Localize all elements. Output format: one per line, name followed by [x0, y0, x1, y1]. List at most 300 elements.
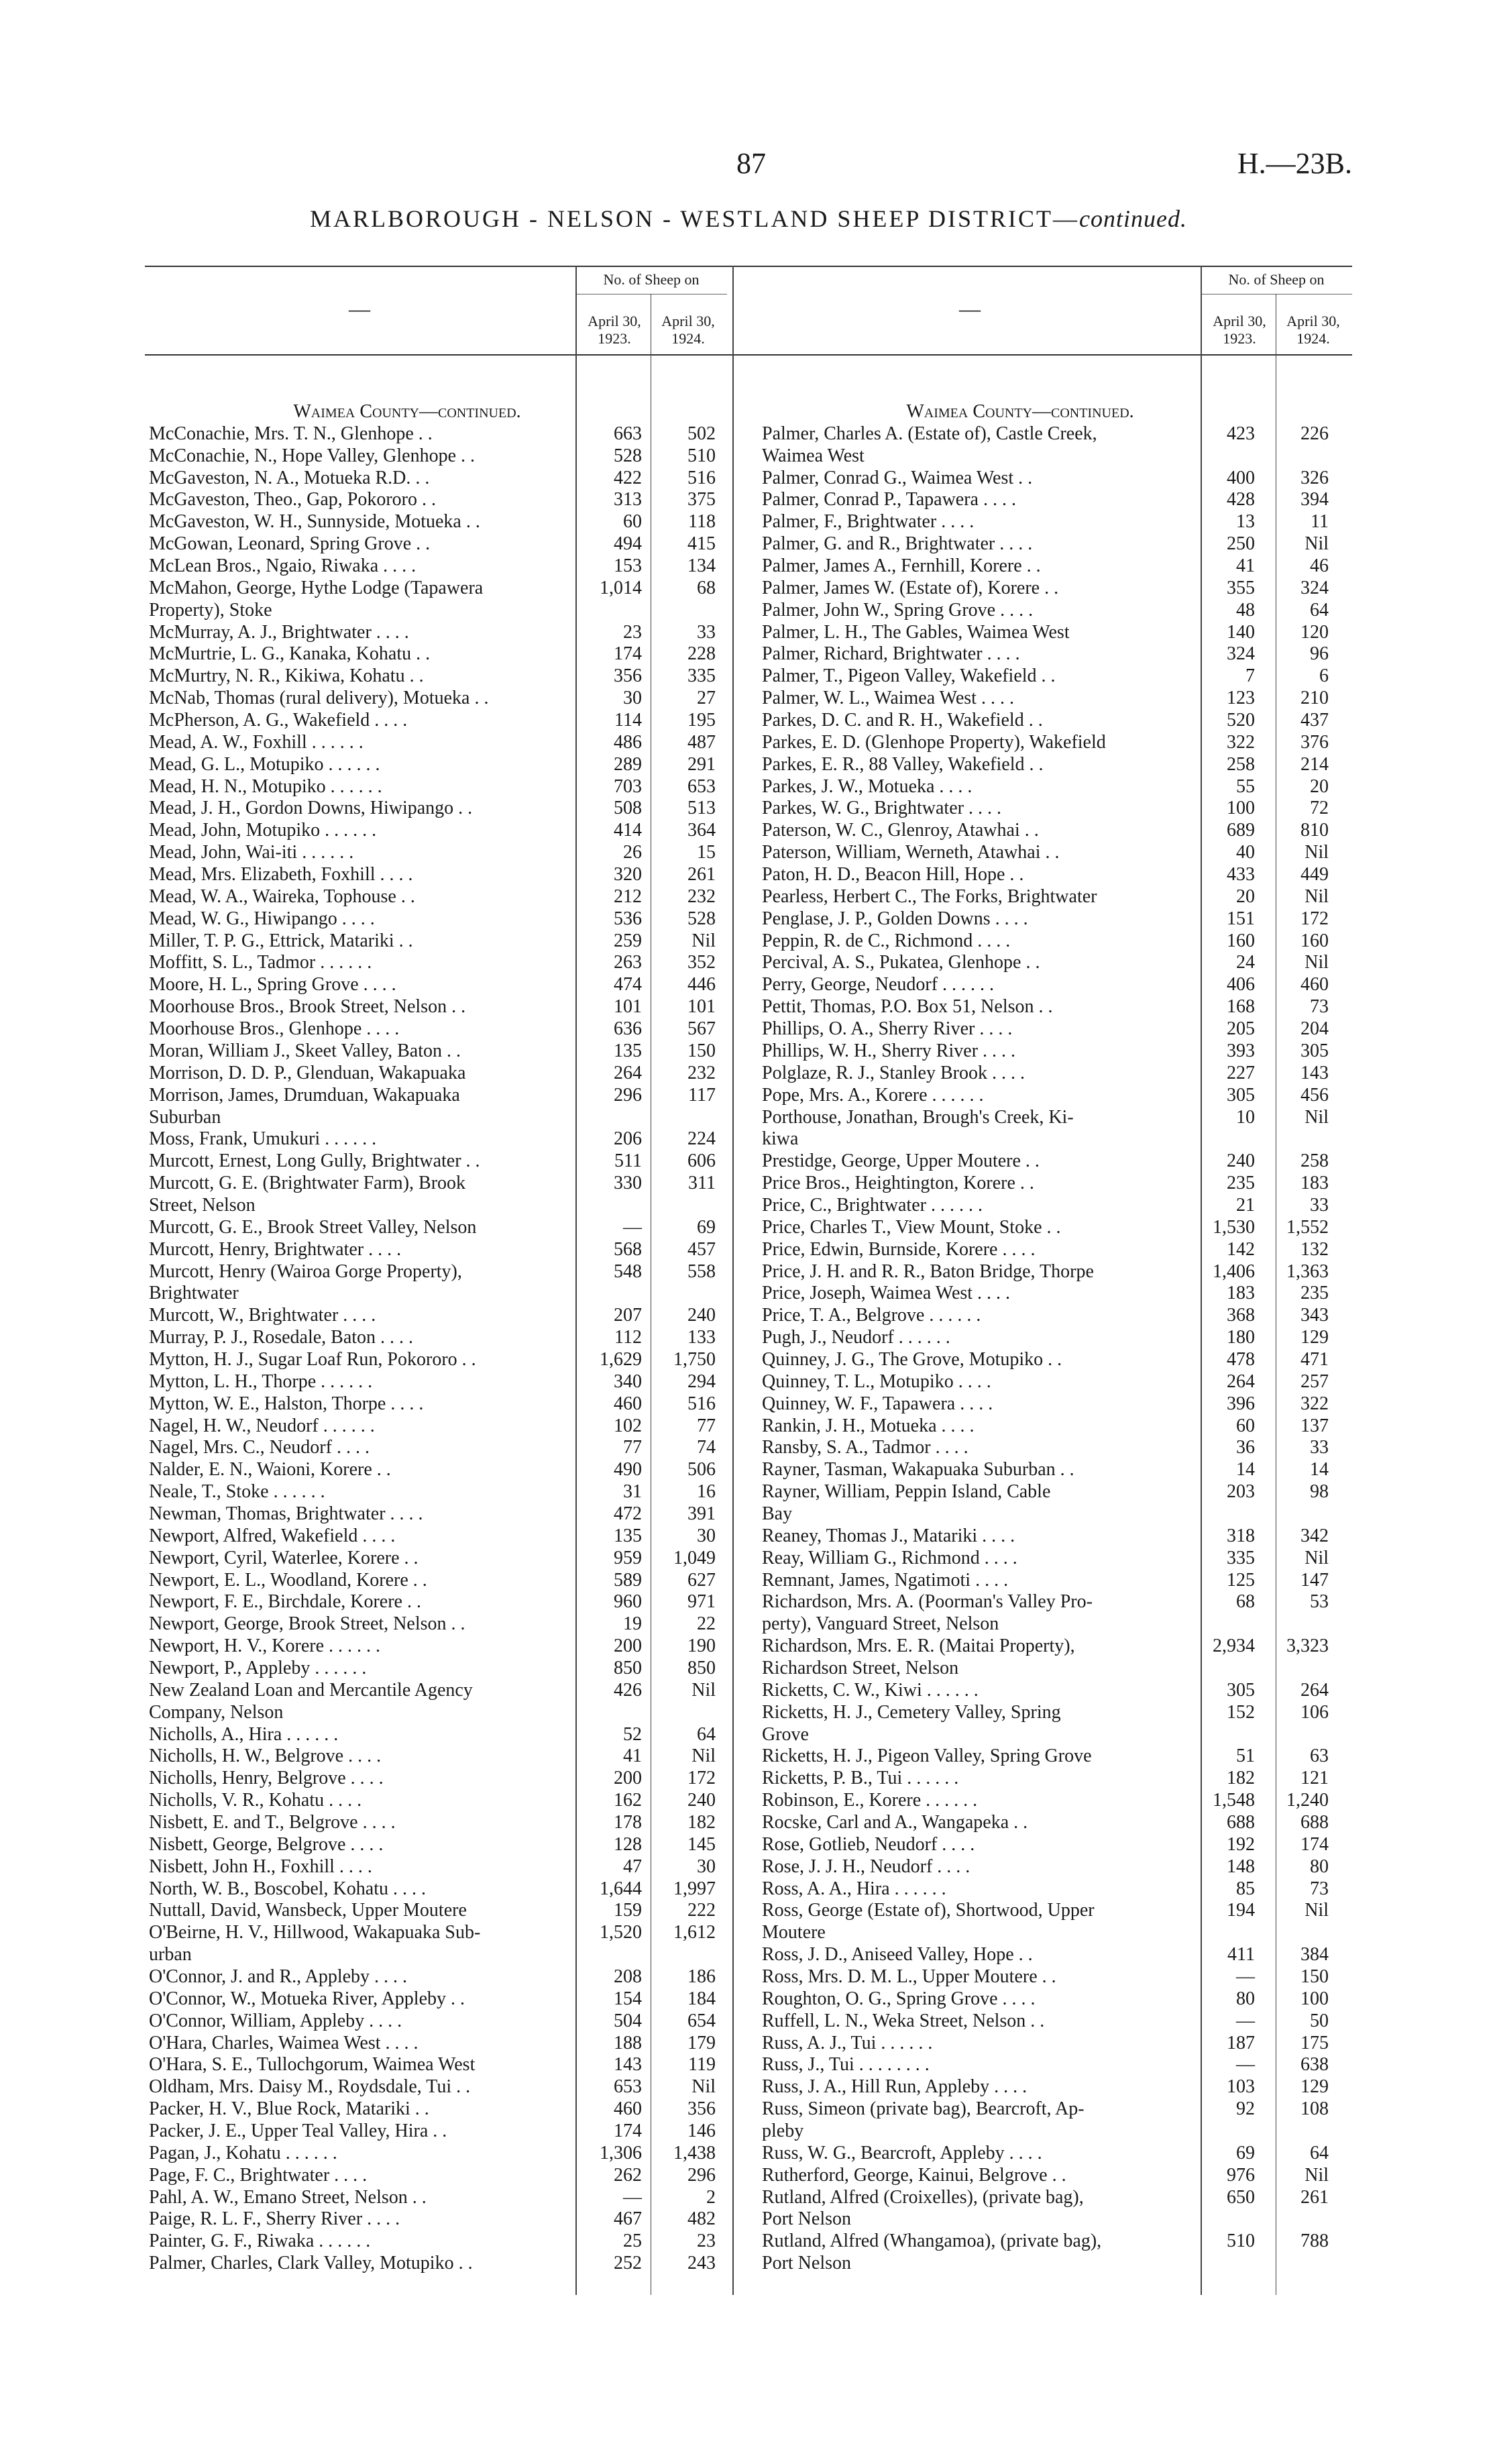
sheep-1924: 160 — [1300, 930, 1329, 951]
owner-name: Price, J. H. and R. R., Baton Bridge, Thorpe — [762, 1261, 1094, 1282]
sheep-1923: 154 — [614, 1988, 642, 2009]
left-col1-header: April 30, 1923. — [588, 313, 641, 347]
owner-name: Waimea West — [762, 445, 865, 466]
owner-name: Prestidge, George, Upper Moutere . . — [762, 1150, 1040, 1172]
sheep-1923: 490 — [614, 1459, 642, 1481]
owner-name: Murcott, G. E. (Brightwater Farm), Brook — [149, 1173, 466, 1194]
sheep-1923: 183 — [1227, 1283, 1255, 1304]
sheep-1923: 51 — [1236, 1746, 1255, 1767]
sheep-1923: 200 — [614, 1636, 642, 1657]
owner-name: Nalder, E. N., Waioni, Korere . . — [149, 1459, 391, 1481]
table-row — [762, 533, 1419, 555]
table-row — [762, 1900, 1419, 1922]
owner-name: Rayner, William, Peppin Island, Cable — [762, 1481, 1051, 1503]
sheep-1923: 478 — [1227, 1348, 1255, 1370]
owner-name: Murcott, G. E., Brook Street Valley, Nelson — [149, 1216, 477, 1238]
sheep-1924: 183 — [1300, 1173, 1329, 1194]
sheep-1924: 311 — [688, 1173, 716, 1194]
title-italic: continued. — [1079, 205, 1187, 232]
sheep-1924: 567 — [687, 1018, 716, 1040]
table-row — [762, 1613, 1419, 1636]
sheep-1924: 137 — [1300, 1415, 1329, 1436]
owner-name: Peppin, R. de C., Richmond . . . . — [762, 930, 1011, 951]
owner-name: Perry, George, Neudorf . . . . . . — [762, 974, 995, 996]
owner-name: Russ, W. G., Bearcroft, Appleby . . . . — [762, 2142, 1042, 2163]
sheep-1924: 322 — [1300, 1393, 1329, 1414]
sheep-1923: 19 — [623, 1613, 642, 1635]
sheep-1923: 589 — [614, 1569, 642, 1591]
sheep-1924: 971 — [687, 1591, 716, 1613]
owner-name: Rankin, J. H., Motueka . . . . — [762, 1415, 975, 1436]
table-row — [149, 1591, 806, 1613]
owner-name: McLean Bros., Ngaio, Riwaka . . . . — [149, 555, 417, 577]
sheep-1923: 423 — [1227, 423, 1255, 444]
table-row — [762, 710, 1419, 732]
sheep-1924: 129 — [1300, 1327, 1329, 1348]
sheep-1924: 119 — [688, 2054, 716, 2076]
table-row — [762, 1768, 1419, 1790]
sheep-1924: 232 — [687, 1062, 716, 1083]
owner-name: Palmer, Charles, Clark Valley, Motupiko . . — [149, 2253, 473, 2274]
sheep-1924: 364 — [687, 820, 716, 841]
table-row — [149, 1988, 806, 2011]
sheep-1924: 118 — [688, 511, 716, 533]
sheep-1923: 102 — [614, 1415, 642, 1436]
owner-name: Robinson, E., Korere . . . . . . — [762, 1790, 978, 1811]
sheep-1923: — — [1236, 2054, 1255, 2076]
table-row — [149, 1636, 806, 1658]
owner-name: Phillips, W. H., Sherry River . . . . — [762, 1040, 1016, 1061]
table-row — [149, 1746, 806, 1768]
owner-name: Nicholls, V. R., Kohatu . . . . — [149, 1790, 362, 1811]
owner-name: Rutland, Alfred (Croixelles), (private bag), — [762, 2186, 1084, 2208]
table-row — [149, 468, 806, 490]
sheep-1924: 53 — [1310, 1591, 1329, 1613]
sheep-1923: 200 — [614, 1768, 642, 1789]
left-column — [149, 401, 806, 2275]
sheep-1923: 60 — [623, 511, 642, 533]
owner-name: McConachie, N., Hope Valley, Glenhope . . — [149, 445, 475, 466]
table-row — [149, 2165, 806, 2187]
table-row — [762, 1393, 1419, 1415]
sheep-1924: Nil — [691, 1746, 716, 1767]
owner-name: Ricketts, P. B., Tui . . . . . . — [762, 1768, 959, 1789]
owner-name: Nicholls, A., Hira . . . . . . — [149, 1723, 339, 1745]
sheep-1923: 263 — [614, 952, 642, 973]
sheep-1923: 10 — [1236, 1106, 1255, 1128]
owner-name: Pahl, A. W., Emano Street, Nelson . . — [149, 2186, 427, 2208]
sheep-1923: — — [623, 1216, 642, 1238]
table-row — [149, 1768, 806, 1790]
sheep-1924: Nil — [1305, 886, 1329, 907]
owner-name: Parkes, J. W., Motueka . . . . — [762, 775, 973, 797]
table-row — [762, 820, 1419, 842]
sheep-1923: 689 — [1227, 820, 1255, 841]
sheep-1923: 474 — [614, 974, 642, 996]
sheep-1924: 850 — [687, 1657, 716, 1678]
sheep-1924: 456 — [1300, 1084, 1329, 1106]
sheep-1924: 33 — [1310, 1194, 1329, 1216]
sheep-1923: 504 — [614, 2010, 642, 2031]
sheep-1923: 36 — [1236, 1437, 1255, 1458]
owner-name: Murray, P. J., Rosedale, Baton . . . . — [149, 1327, 414, 1348]
owner-name: Pugh, J., Neudorf . . . . . . — [762, 1327, 950, 1348]
table-row — [762, 2253, 1419, 2275]
sheep-1924: 391 — [687, 1503, 716, 1524]
sheep-1923: 422 — [614, 467, 642, 488]
owner-name: Ross, Mrs. D. M. L., Upper Moutere . . — [762, 1966, 1056, 1988]
sheep-1923: 240 — [1227, 1150, 1255, 1172]
sheep-1924: 1,049 — [673, 1547, 716, 1568]
sheep-1923: 1,530 — [1213, 1216, 1255, 1238]
sheep-1923: 194 — [1227, 1900, 1255, 1921]
table-row — [762, 1195, 1419, 1217]
owner-name: Suburban — [149, 1106, 221, 1128]
owner-name: Newport, Alfred, Wakefield . . . . — [149, 1525, 396, 1546]
sheep-1924: 72 — [1310, 798, 1329, 819]
table-row — [762, 1944, 1419, 1966]
sheep-1924: 150 — [687, 1040, 716, 1061]
sheep-1924: 638 — [1300, 2054, 1329, 2076]
sheep-1924: 510 — [687, 445, 716, 466]
sheep-1923: 486 — [614, 731, 642, 753]
sheep-1924: Nil — [691, 930, 716, 951]
sheep-1923: 103 — [1227, 2076, 1255, 2098]
owner-name: Newport, George, Brook Street, Nelson . . — [149, 1613, 465, 1635]
sheep-1924: 261 — [1300, 2186, 1329, 2208]
sheep-1923: 494 — [614, 533, 642, 555]
owner-name: Russ, J. A., Hill Run, Appleby . . . . — [762, 2076, 1028, 2098]
owner-name: Packer, J. E., Upper Teal Valley, Hira . . — [149, 2121, 447, 2142]
table-row — [762, 1702, 1419, 1724]
owner-name: O'Connor, William, Appleby . . . . — [149, 2010, 402, 2031]
owner-name: Newport, H. V., Korere . . . . . . — [149, 1636, 381, 1657]
table-row — [762, 1812, 1419, 1834]
sheep-1923: 40 — [1236, 842, 1255, 863]
page-number: 87 — [736, 147, 766, 180]
table-row — [149, 2033, 806, 2055]
table-row — [149, 1702, 806, 1724]
table-row — [149, 1856, 806, 1878]
sheep-1924: Nil — [1305, 952, 1329, 973]
sheep-1923: 663 — [614, 423, 642, 444]
table-row — [762, 1481, 1419, 1503]
table-row — [762, 2076, 1419, 2098]
right-col2-header: April 30, 1924. — [1286, 313, 1340, 347]
table-row — [149, 1922, 806, 1944]
sheep-1924: 63 — [1310, 1746, 1329, 1767]
sheep-1923: 296 — [614, 1084, 642, 1106]
sheep-1923: 393 — [1227, 1040, 1255, 1061]
owner-name: Quinney, T. L., Motupiko . . . . — [762, 1371, 991, 1392]
owner-name: Waimea County—continued. — [293, 401, 521, 422]
owner-name: McMurray, A. J., Brightwater . . . . — [149, 621, 409, 643]
owner-name: Nicholls, Henry, Belgrove . . . . — [149, 1768, 384, 1789]
owner-name: Nisbett, John H., Foxhill . . . . — [149, 1856, 372, 1877]
sheep-1923: 406 — [1227, 974, 1255, 996]
owner-name: Moss, Frank, Umukuri . . . . . . — [149, 1128, 377, 1150]
sheep-1924: 326 — [1300, 467, 1329, 488]
owner-name: Murcott, Henry, Brightwater . . . . — [149, 1238, 402, 1260]
sheep-1923: 433 — [1227, 864, 1255, 886]
sheep-1924: 143 — [1300, 1062, 1329, 1083]
table-row — [762, 1548, 1419, 1570]
sheep-1924: 228 — [687, 643, 716, 665]
owner-name: Palmer, L. H., The Gables, Waimea West — [762, 621, 1070, 643]
sheep-1923: 368 — [1227, 1305, 1255, 1326]
table-row — [762, 489, 1419, 511]
table-row — [149, 2076, 806, 2098]
table-row — [149, 820, 806, 842]
sheep-1924: 121 — [1300, 1768, 1329, 1789]
owner-name: Palmer, Conrad P., Tapawera . . . . — [762, 489, 1016, 511]
sheep-1924: 46 — [1310, 555, 1329, 577]
owner-name: Mead, John, Motupiko . . . . . . — [149, 820, 377, 841]
owner-name: O'Hara, Charles, Waimea West . . . . — [149, 2032, 419, 2053]
owner-name: North, W. B., Boscobel, Kohatu . . . . — [149, 1878, 426, 1899]
sheep-1923: 100 — [1227, 798, 1255, 819]
table-header-rule — [145, 354, 1352, 356]
sheep-1924: 15 — [697, 842, 716, 863]
owner-name: Nicholls, H. W., Belgrove . . . . — [149, 1746, 382, 1767]
sheep-1924: 291 — [687, 753, 716, 775]
sheep-1923: 160 — [1227, 930, 1255, 951]
sheep-1924: 145 — [687, 1833, 716, 1855]
sheep-1923: 207 — [614, 1305, 642, 1326]
sheep-1924: 11 — [1311, 511, 1329, 533]
table-row — [762, 732, 1419, 754]
sheep-1923: 227 — [1227, 1062, 1255, 1083]
sheep-1923: 262 — [614, 2164, 642, 2186]
sheep-1924: 108 — [1300, 2098, 1329, 2120]
sheep-1924: 186 — [687, 1966, 716, 1988]
table-row — [149, 445, 806, 468]
owner-name: Phillips, O. A., Sherry River . . . . — [762, 1018, 1013, 1040]
owner-name: Palmer, James W. (Estate of), Korere . . — [762, 577, 1059, 598]
sheep-1924: Nil — [1305, 2164, 1329, 2186]
sheep-1924: 184 — [687, 1988, 716, 2009]
section-heading — [762, 401, 1419, 423]
table-row — [762, 2165, 1419, 2187]
table-row — [149, 643, 806, 665]
sheep-1923: 305 — [1227, 1084, 1255, 1106]
table-row — [149, 1283, 806, 1305]
sheep-1923: 69 — [1236, 2142, 1255, 2163]
sheep-1923: 330 — [614, 1173, 642, 1194]
table-row — [149, 1658, 806, 1680]
owner-name: Parkes, E. R., 88 Valley, Wakefield . . — [762, 753, 1044, 775]
sheep-1924: 356 — [687, 2098, 716, 2120]
sheep-1924: 1,997 — [673, 1878, 716, 1899]
table-row — [762, 1040, 1419, 1063]
owner-name: Miller, T. P. G., Ettrick, Matariki . . — [149, 930, 413, 951]
table-row — [149, 1613, 806, 1636]
table-row — [762, 1173, 1419, 1195]
right-col1-header: April 30, 1923. — [1213, 313, 1266, 347]
sheep-1923: 318 — [1227, 1525, 1255, 1546]
section-heading — [149, 401, 806, 423]
sheep-1923: 23 — [623, 621, 642, 643]
table-row — [762, 1305, 1419, 1327]
sheep-1924: 240 — [687, 1305, 716, 1326]
table-row — [149, 1570, 806, 1592]
table-row — [149, 776, 806, 798]
sheep-1923: 400 — [1227, 467, 1255, 488]
sheep-1923: 14 — [1236, 1459, 1255, 1481]
owner-name: Mead, G. L., Motupiko . . . . . . — [149, 753, 380, 775]
owner-name: Page, F. C., Brightwater . . . . — [149, 2164, 368, 2186]
table-row — [762, 996, 1419, 1018]
sheep-1923: — — [623, 2186, 642, 2208]
right-name-header: — — [959, 297, 981, 321]
sheep-1924: 342 — [1300, 1525, 1329, 1546]
owner-name: Polglaze, R. J., Stanley Brook . . . . — [762, 1062, 1025, 1083]
sheep-1924: 257 — [1300, 1371, 1329, 1392]
sheep-1924: 23 — [697, 2231, 716, 2252]
sheep-1923: 41 — [1236, 555, 1255, 577]
sheep-1924: 50 — [1310, 2010, 1329, 2031]
sheep-1924: 506 — [687, 1459, 716, 1481]
table-row — [149, 1415, 806, 1438]
sheep-1924: 16 — [697, 1481, 716, 1503]
owner-name: Palmer, John W., Spring Grove . . . . — [762, 599, 1034, 621]
sheep-1923: 92 — [1236, 2098, 1255, 2120]
sheep-1923: 135 — [614, 1525, 642, 1546]
sheep-1923: 508 — [614, 798, 642, 819]
owner-name: Ross, A. A., Hira . . . . . . — [762, 1878, 946, 1899]
table-row — [762, 1746, 1419, 1768]
sheep-1923: 428 — [1227, 489, 1255, 511]
sheep-1924: 1,612 — [673, 1922, 716, 1943]
owner-name: Rutherford, George, Kainui, Belgrove . . — [762, 2164, 1066, 2186]
owner-name: Neale, T., Stoke . . . . . . — [149, 1481, 325, 1503]
owner-name: Moffitt, S. L., Tadmor . . . . . . — [149, 952, 372, 973]
owner-name: Packer, H. V., Blue Rock, Matariki . . — [149, 2098, 429, 2120]
table-row — [149, 2231, 806, 2253]
sheep-1923: 335 — [1227, 1547, 1255, 1568]
sheep-1923: 258 — [1227, 753, 1255, 775]
owner-name: Quinney, W. F., Tapawera . . . . — [762, 1393, 993, 1414]
title-main: MARLBOROUGH - NELSON - WESTLAND SHEEP DISTRICT— — [310, 205, 1080, 232]
table-row — [762, 886, 1419, 908]
sheep-1924: 195 — [687, 710, 716, 731]
sheep-1923: 396 — [1227, 1393, 1255, 1414]
table-row — [149, 1040, 806, 1063]
owner-name: Newport, P., Appleby . . . . . . — [149, 1657, 367, 1678]
owner-name: McNab, Thomas (rural delivery), Motueka . . — [149, 688, 489, 709]
sheep-1924: 243 — [687, 2253, 716, 2274]
table-row — [149, 2253, 806, 2275]
sheep-1924: 20 — [1310, 775, 1329, 797]
owner-name: Mead, John, Wai-iti . . . . . . — [149, 842, 354, 863]
table-row — [149, 2054, 806, 2076]
sheep-1923: 7 — [1245, 665, 1255, 687]
sheep-1924: Nil — [691, 1679, 716, 1701]
table-row — [762, 2054, 1419, 2076]
owner-name: Rutland, Alfred (Whangamoa), (private bag), — [762, 2231, 1102, 2252]
sheep-1924: 133 — [687, 1327, 716, 1348]
owner-name: Oldham, Mrs. Daisy M., Roydsdale, Tui . . — [149, 2076, 471, 2098]
sheep-1924: 460 — [1300, 974, 1329, 996]
table-row — [762, 1570, 1419, 1592]
table-row — [762, 1107, 1419, 1129]
owner-name: Port Nelson — [762, 2208, 851, 2230]
sheep-1923: 650 — [1227, 2186, 1255, 2208]
sheep-1924: 449 — [1300, 864, 1329, 886]
owner-name: Morrison, James, Drumduan, Wakapuaka — [149, 1084, 460, 1106]
sheep-1924: 129 — [1300, 2076, 1329, 2098]
owner-name: Price, T. A., Belgrove . . . . . . — [762, 1305, 981, 1326]
table-row — [762, 1128, 1419, 1150]
sheep-1924: 437 — [1300, 710, 1329, 731]
table-row — [149, 798, 806, 820]
sheep-1924: 653 — [687, 775, 716, 797]
owner-name: Bay — [762, 1503, 793, 1524]
sheep-1924: Nil — [1305, 533, 1329, 555]
sheep-1923: — — [1236, 1966, 1255, 1988]
sheep-1924: 264 — [1300, 1679, 1329, 1701]
sheep-1923: 162 — [614, 1790, 642, 1811]
sheep-1923: 510 — [1227, 2231, 1255, 2252]
sheep-1924: 222 — [687, 1900, 716, 1921]
table-row — [149, 1150, 806, 1173]
table-row — [762, 665, 1419, 688]
sheep-1924: 74 — [697, 1437, 716, 1458]
sheep-1923: 25 — [623, 2231, 642, 2252]
owner-name: perty), Vanguard Street, Nelson — [762, 1613, 999, 1635]
sheep-1924: 120 — [1300, 621, 1329, 643]
sheep-1924: 106 — [1300, 1701, 1329, 1723]
table-row — [762, 600, 1419, 622]
owner-name: Mead, A. W., Foxhill . . . . . . — [149, 731, 364, 753]
sheep-1923: 182 — [1227, 1768, 1255, 1789]
table-row — [149, 1525, 806, 1548]
table-row — [149, 1018, 806, 1040]
sheep-1924: 502 — [687, 423, 716, 444]
sheep-1923: 313 — [614, 489, 642, 511]
table-row — [149, 1878, 806, 1900]
sheep-1923: 467 — [614, 2208, 642, 2230]
sheep-1924: 172 — [1300, 908, 1329, 929]
left-name-header: — — [349, 297, 370, 321]
sheep-1924: 654 — [687, 2010, 716, 2031]
table-row — [149, 600, 806, 622]
owner-name: Russ, A. J., Tui . . . . . . — [762, 2032, 933, 2053]
table-row — [149, 1128, 806, 1150]
sheep-1924: Nil — [1305, 842, 1329, 863]
sheep-1923: 289 — [614, 753, 642, 775]
sheep-1923: 688 — [1227, 1812, 1255, 1833]
owner-name: Rose, J. J. H., Neudorf . . . . — [762, 1856, 971, 1877]
sheep-1924: 1,438 — [673, 2142, 716, 2163]
table-row — [149, 1790, 806, 1812]
table-row — [149, 1834, 806, 1856]
sheep-1924: 375 — [687, 489, 716, 511]
sheep-1924: 214 — [1300, 753, 1329, 775]
sheep-1923: 472 — [614, 1503, 642, 1524]
owner-name: McGaveston, Theo., Gap, Pokororo . . — [149, 489, 436, 511]
owner-name: Palmer, W. L., Waimea West . . . . — [762, 688, 1014, 709]
sheep-1924: 96 — [1310, 643, 1329, 665]
table-row — [149, 1437, 806, 1459]
table-row — [762, 1636, 1419, 1658]
sheep-1923: 20 — [1236, 886, 1255, 907]
table-row — [762, 864, 1419, 886]
sheep-1924: 343 — [1300, 1305, 1329, 1326]
owner-name: Newman, Thomas, Brightwater . . . . — [149, 1503, 423, 1524]
sheep-1923: 101 — [614, 996, 642, 1018]
table-row — [149, 2208, 806, 2231]
